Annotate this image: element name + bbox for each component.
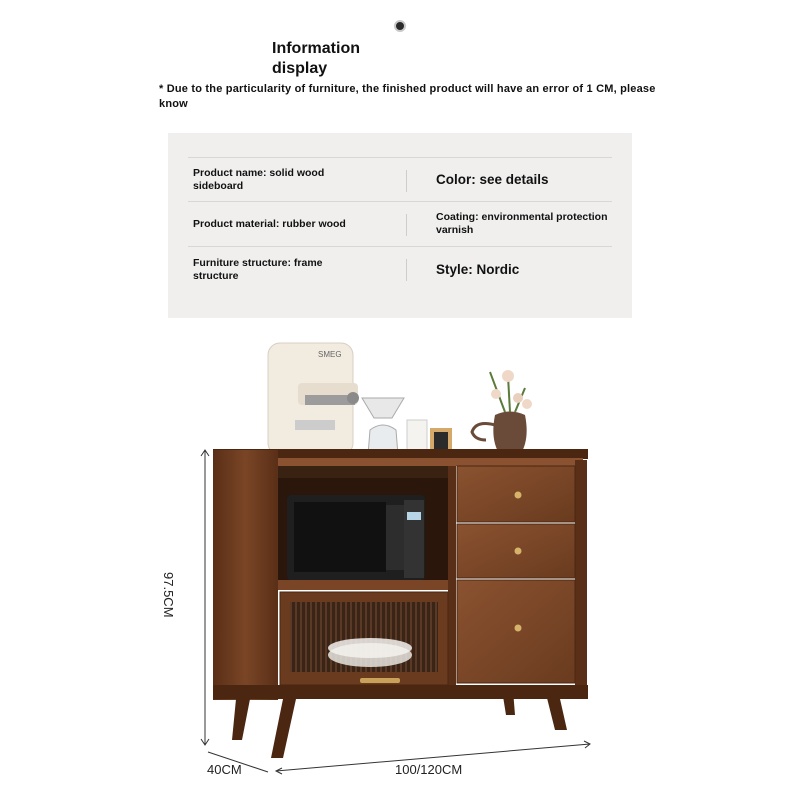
spec-structure: Furniture structure: frame structure	[193, 256, 323, 282]
spec-row	[188, 202, 612, 247]
glass-door	[280, 592, 448, 685]
pin-icon	[394, 20, 406, 32]
drawers	[457, 466, 575, 683]
spec-color: Color: see details	[436, 172, 549, 187]
espresso-machine	[268, 343, 359, 455]
spec-product-name: Product name: solid wood sideboard	[193, 166, 325, 192]
disclaimer-text: * Due to the particularity of furniture, the finished product will have an error of 1 CM, please know	[159, 83, 656, 110]
spec-style: Style: Nordic	[436, 262, 520, 277]
spec-panel	[168, 133, 632, 318]
spec-coating: Coating: environmental protection varnish	[436, 211, 608, 236]
spec-divider	[406, 259, 407, 281]
spec-material: Product material: rubber wood	[193, 217, 346, 230]
microwave	[287, 495, 425, 580]
spec-divider	[406, 170, 407, 192]
section-title: Information display	[272, 40, 360, 77]
height-dimension-label: 97.5CM	[161, 572, 176, 618]
sideboard-illustration	[175, 330, 625, 790]
width-dimension-label: 100/120CM	[395, 762, 463, 777]
spec-row	[188, 247, 612, 292]
spec-divider	[406, 214, 407, 236]
spec-row	[188, 157, 612, 202]
smeg-logo: SMEG	[318, 350, 342, 359]
legs	[232, 690, 567, 758]
flower-vase	[472, 370, 532, 455]
depth-dimension-label: 40CM	[207, 762, 242, 777]
